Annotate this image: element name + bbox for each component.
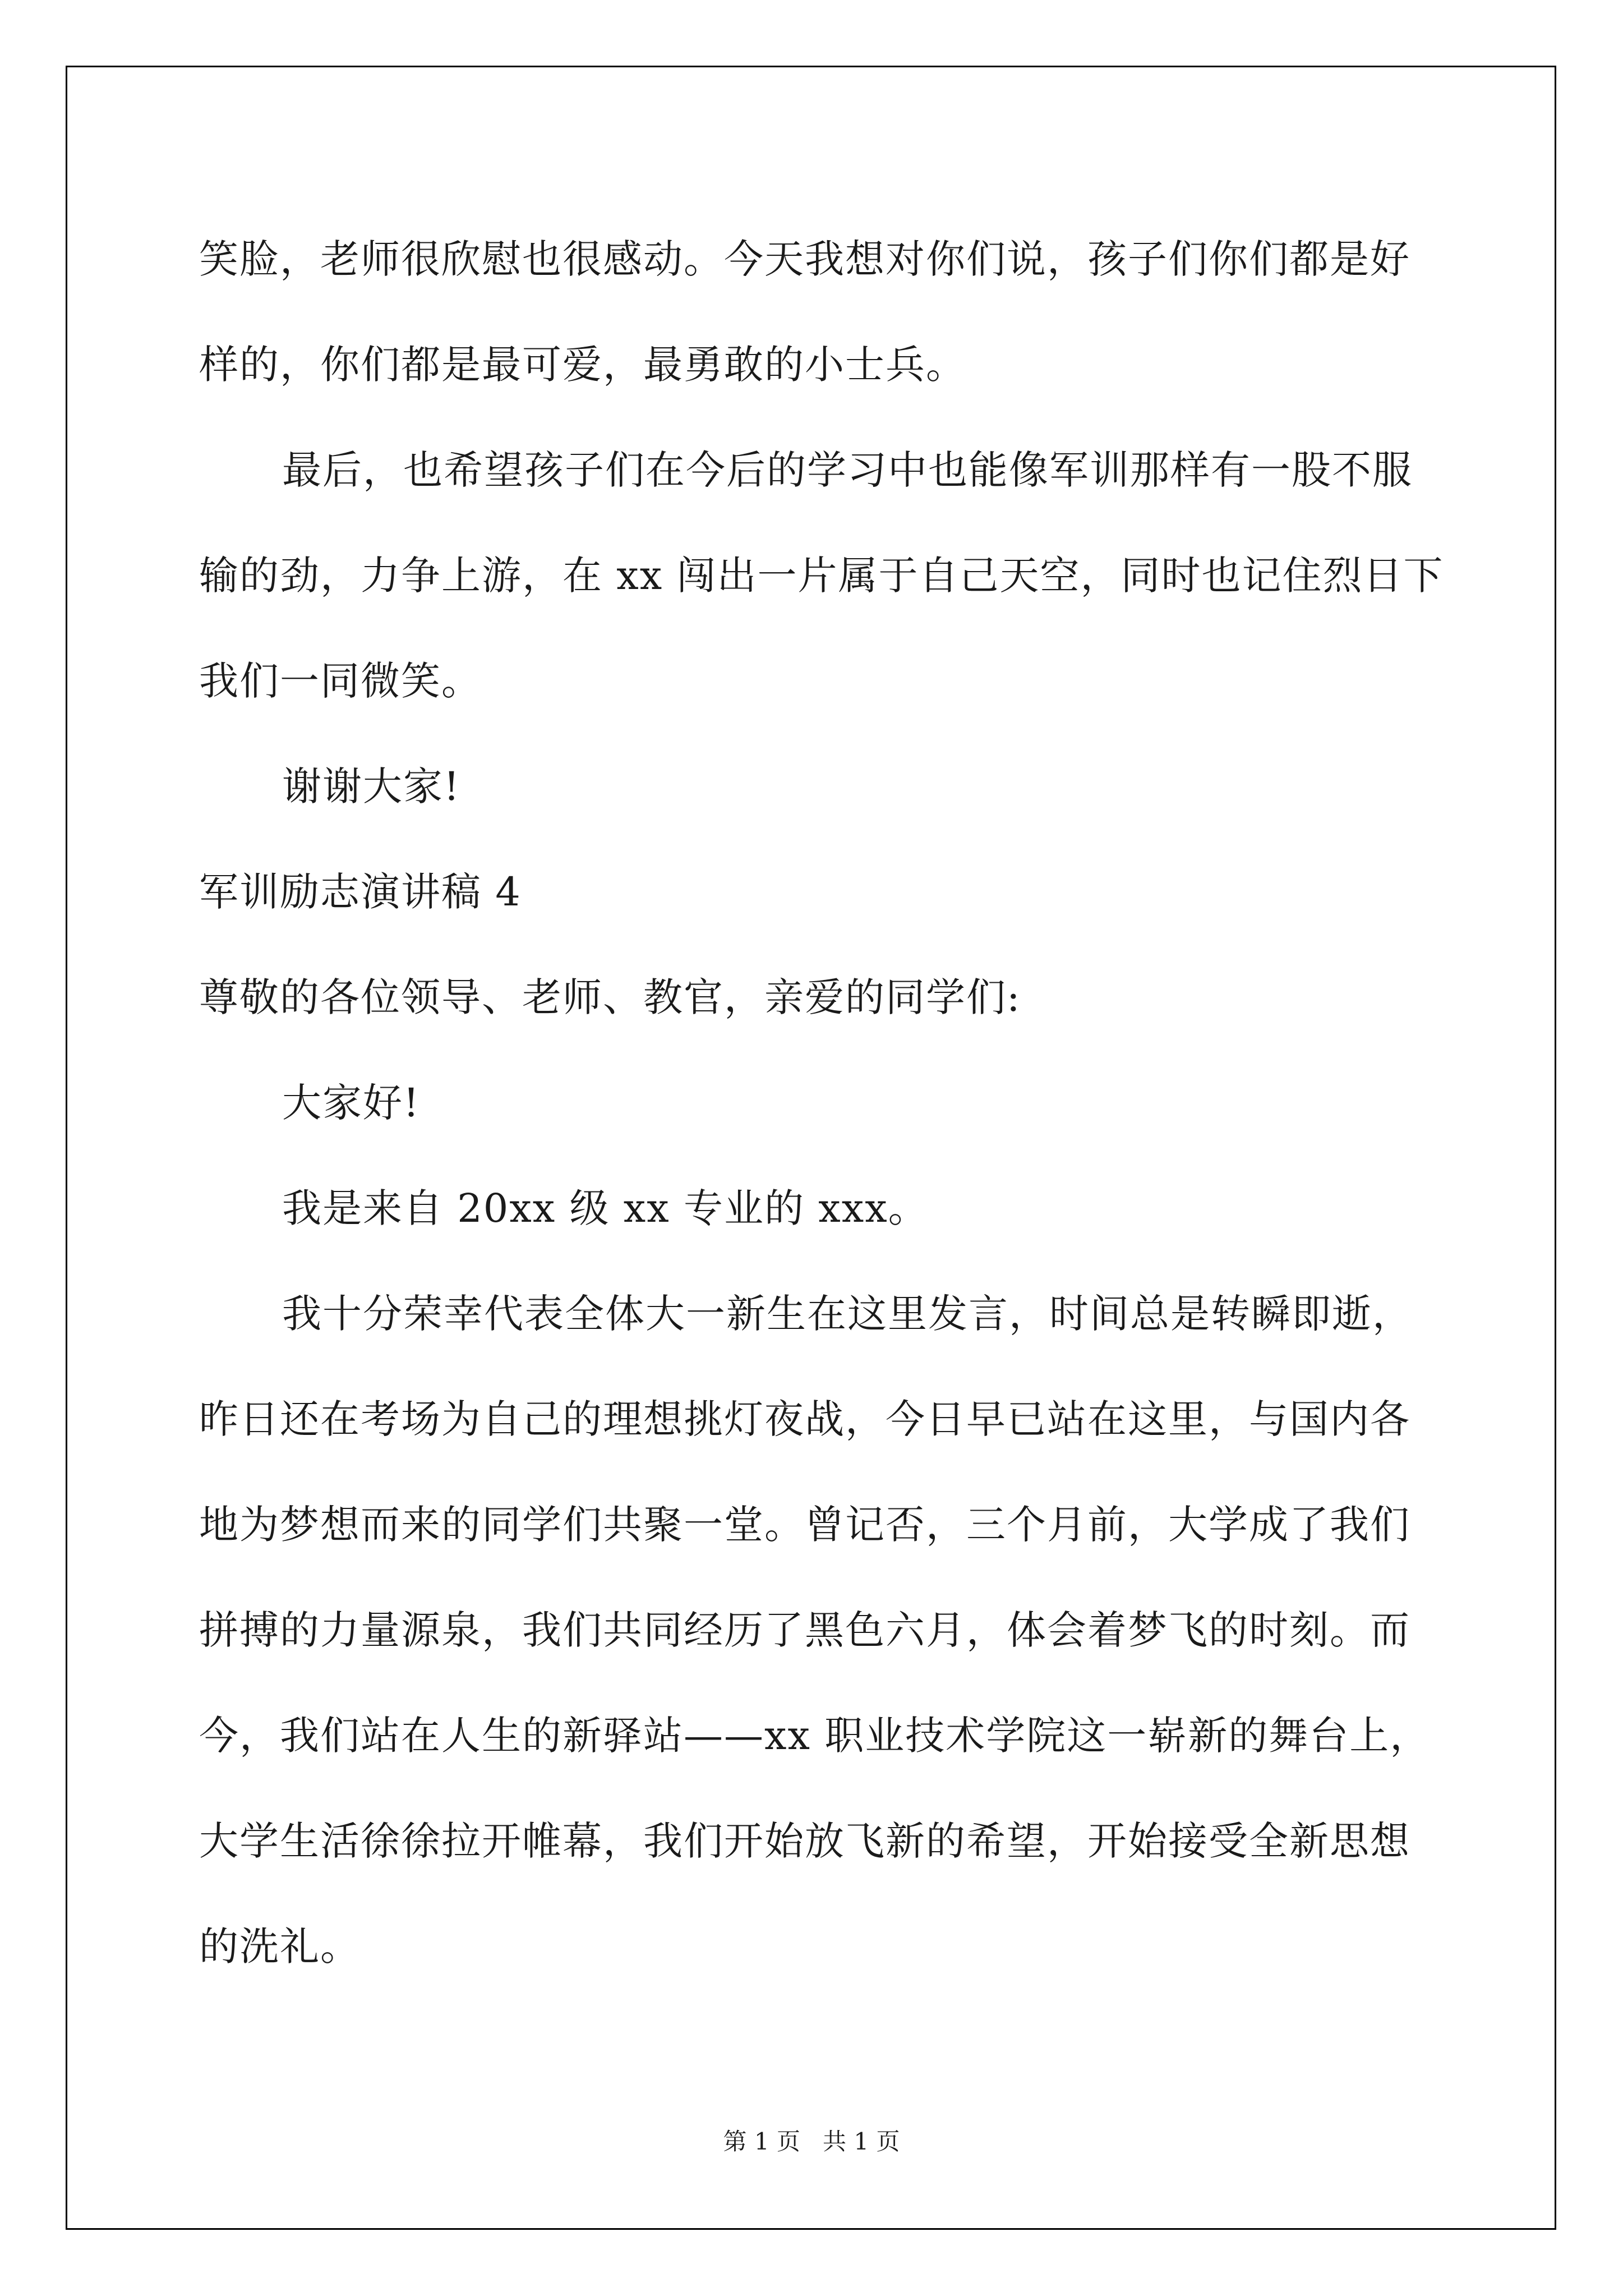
text-line-salutation: 尊敬的各位领导、老师、教官，亲爱的同学们: — [199, 974, 1021, 1020]
text-line-5: 我们一同微笑。 — [199, 658, 482, 704]
text-line-15: 今，我们站在人生的新驿站——xx 职业技术学院这一崭新的舞台上， — [199, 1713, 1431, 1759]
text-line-greeting: 大家好! — [282, 1080, 421, 1126]
page-footer: 第 1 页 共 1 页 — [723, 2128, 900, 2155]
text-line-1: 笑脸，老师很欣慰也很感动。今天我想对你们说，孩子们你们都是好 — [199, 236, 1410, 282]
text-line-17: 的洗礼。 — [199, 1924, 361, 1970]
text-line-12: 昨日还在考场为自己的理想挑灯夜战，今日早已站在这里，与国内各 — [199, 1396, 1410, 1442]
text-line-intro: 我是来自 20xx 级 xx 专业的 xxx。 — [282, 1185, 929, 1231]
text-line-13: 地为梦想而来的同学们共聚一堂。曾记否，三个月前，大学成了我们 — [199, 1502, 1410, 1548]
section-heading: 军训励志演讲稿 4 — [199, 869, 522, 915]
text-line-11: 我十分荣幸代表全体大一新生在这里发言，时间总是转瞬即逝， — [282, 1291, 1413, 1337]
document-body — [199, 206, 1444, 1999]
text-line-2: 样的，你们都是最可爱，最勇敢的小士兵。 — [199, 342, 966, 388]
text-line-14: 拼搏的力量源泉，我们共同经历了黑色六月，体会着梦飞的时刻。而 — [199, 1607, 1410, 1653]
text-line-3: 最后，也希望孩子们在今后的学习中也能像军训那样有一股不服 — [282, 447, 1413, 493]
text-line-6: 谢谢大家! — [282, 763, 461, 809]
text-line-16: 大学生活徐徐拉开帷幕，我们开始放飞新的希望，开始接受全新思想 — [199, 1818, 1410, 1864]
text-line-4: 输的劲，力争上游，在 xx 闯出一片属于自己天空，同时也记住烈日下 — [199, 553, 1444, 599]
